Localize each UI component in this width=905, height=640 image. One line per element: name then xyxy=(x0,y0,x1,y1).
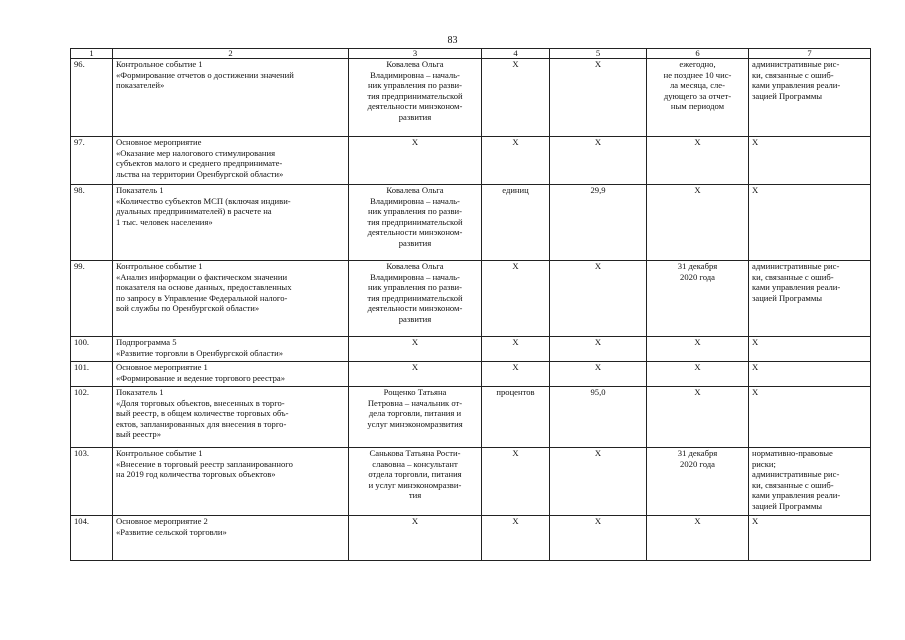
row-unit: процентов xyxy=(482,387,550,448)
row-title: Основное мероприятие 1 xyxy=(116,362,208,372)
row-value: 95,0 xyxy=(550,387,647,448)
row-deadline: ежегодно, не позднее 10 чис- ла месяца, сле- дующего за отчет- ным периодом xyxy=(647,59,749,137)
row-title: Показатель 1 xyxy=(116,387,164,397)
row-unit: Х xyxy=(482,337,550,362)
row-risks: Х xyxy=(749,387,871,448)
row-description: «Развитие торговли в Оренбургской области» xyxy=(116,347,283,358)
row-value: Х xyxy=(550,261,647,337)
table-header-row xyxy=(71,49,871,59)
row-title: Контрольное событие 1 xyxy=(116,59,203,69)
row-unit: Х xyxy=(482,137,550,185)
page-number: 83 xyxy=(447,35,458,46)
row-name-cell xyxy=(113,387,349,448)
row-description: «Анализ информации о фактическом значении показателя на основе данных, предоставленных по запросу в Управление Федеральной налого- вой службы по Оренбургской области» xyxy=(116,271,292,313)
table-row xyxy=(71,59,871,137)
row-deadline: Х xyxy=(647,516,749,561)
row-name-cell xyxy=(113,362,349,387)
row-risks: административные рис- ки, связанные с ошиб- ками управления реали- зацией Программы xyxy=(749,59,871,137)
row-name-cell xyxy=(113,185,349,261)
table-row xyxy=(71,516,871,561)
row-risks: Х xyxy=(749,362,871,387)
row-deadline: Х xyxy=(647,362,749,387)
row-responsible: Ковалева Ольга Владимировна – началь- ник управления по разви- тия предпринимательской деятельности минэконом- развития xyxy=(349,59,482,137)
row-number: 96. xyxy=(71,59,113,137)
row-title: Подпрограмма 5 xyxy=(116,337,177,347)
row-description: «Внесение в торговый реестр запланированного на 2019 год количества торговых объектов» xyxy=(116,458,293,479)
row-description: «Количество субъектов МСП (включая индиви- дуальных предпринимателей) в расчете на 1 тыс. человек населения» xyxy=(116,195,291,227)
column-number-2: 2 xyxy=(113,49,349,59)
row-deadline: Х xyxy=(647,185,749,261)
row-number: 102. xyxy=(71,387,113,448)
row-unit: единиц xyxy=(482,185,550,261)
row-number: 101. xyxy=(71,362,113,387)
row-risks: нормативно-правовые риски; административные рис- ки, связанные с ошиб- ками управления реали- зацией Программы xyxy=(749,448,871,516)
row-responsible: Х xyxy=(349,337,482,362)
row-value: Х xyxy=(550,362,647,387)
row-number: 103. xyxy=(71,448,113,516)
row-value: Х xyxy=(550,448,647,516)
row-name-cell xyxy=(113,137,349,185)
row-number: 100. xyxy=(71,337,113,362)
row-name-cell xyxy=(113,59,349,137)
row-responsible: Х xyxy=(349,137,482,185)
row-number: 99. xyxy=(71,261,113,337)
row-description: «Формирование и ведение торгового реестра» xyxy=(116,372,286,383)
row-title: Контрольное событие 1 xyxy=(116,448,203,458)
table-row xyxy=(71,137,871,185)
table-row xyxy=(71,185,871,261)
row-risks: Х xyxy=(749,516,871,561)
column-number-7: 7 xyxy=(749,49,871,59)
row-deadline: 31 декабря 2020 года xyxy=(647,448,749,516)
row-value: Х xyxy=(550,59,647,137)
row-unit: Х xyxy=(482,59,550,137)
row-responsible: Санькова Татьяна Рости- славовна – консультант отдела торговли, питания и услуг минэкономразви- тия xyxy=(349,448,482,516)
table-row xyxy=(71,387,871,448)
row-responsible: Ковалева Ольга Владимировна – началь- ник управления по разви- тия предпринимательской деятельности минэконом- развития xyxy=(349,185,482,261)
row-deadline: Х xyxy=(647,137,749,185)
column-number-6: 6 xyxy=(647,49,749,59)
row-unit: Х xyxy=(482,448,550,516)
row-number: 98. xyxy=(71,185,113,261)
row-risks: административные рис- ки, связанные с ошиб- ками управления реали- зацией Программы xyxy=(749,261,871,337)
row-title: Контрольное событие 1 xyxy=(116,261,203,271)
row-name-cell xyxy=(113,261,349,337)
row-responsible: Х xyxy=(349,516,482,561)
row-risks: Х xyxy=(749,337,871,362)
row-deadline: Х xyxy=(647,387,749,448)
row-title: Основное мероприятие 2 xyxy=(116,516,208,526)
row-name-cell xyxy=(113,337,349,362)
row-deadline: Х xyxy=(647,337,749,362)
row-value: Х xyxy=(550,516,647,561)
control-events-table xyxy=(70,48,871,561)
row-title: Показатель 1 xyxy=(116,185,164,195)
table-row xyxy=(71,362,871,387)
row-value: 29,9 xyxy=(550,185,647,261)
row-name-cell xyxy=(113,448,349,516)
row-value: Х xyxy=(550,337,647,362)
row-description: «Развитие сельской торговли» xyxy=(116,526,227,537)
row-value: Х xyxy=(550,137,647,185)
row-number: 104. xyxy=(71,516,113,561)
row-responsible: Ковалева Ольга Владимировна – началь- ник управления по разви- тия предпринимательской деятельности минэконом- развития xyxy=(349,261,482,337)
row-risks: Х xyxy=(749,185,871,261)
row-description: «Доля торговых объектов, внесенных в торго- вый реестр, в общем количестве торговых объ- ектов, запланированных для внесения в торго- вый реестр» xyxy=(116,397,289,439)
column-number-1: 1 xyxy=(71,49,113,59)
row-unit: Х xyxy=(482,261,550,337)
row-unit: Х xyxy=(482,362,550,387)
row-description: «Оказание мер налогового стимулирования субъектов малого и среднего предпринимате- льства на территории Оренбургской области» xyxy=(116,147,284,179)
row-risks: Х xyxy=(749,137,871,185)
row-deadline: 31 декабря 2020 года xyxy=(647,261,749,337)
row-responsible: Х xyxy=(349,362,482,387)
column-number-5: 5 xyxy=(550,49,647,59)
row-description: «Формирование отчетов о достижении значений показателей» xyxy=(116,69,294,90)
table-row xyxy=(71,448,871,516)
column-number-4: 4 xyxy=(482,49,550,59)
table-row xyxy=(71,261,871,337)
table-row xyxy=(71,337,871,362)
row-number: 97. xyxy=(71,137,113,185)
row-unit: Х xyxy=(482,516,550,561)
row-title: Основное мероприятие xyxy=(116,137,202,147)
row-responsible: Рощенко Татьяна Петровна – начальник от- дела торговли, питания и услуг минэкономразвития xyxy=(349,387,482,448)
row-name-cell xyxy=(113,516,349,561)
column-number-3: 3 xyxy=(349,49,482,59)
